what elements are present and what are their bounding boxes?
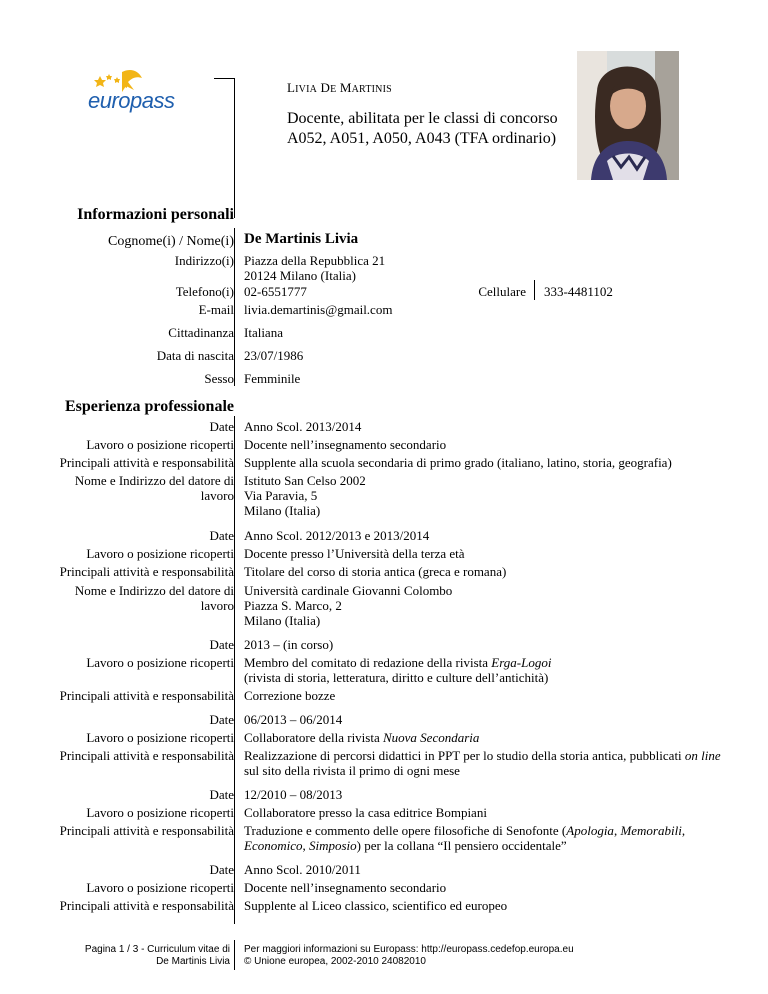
job3-date-label: Date: [209, 637, 234, 652]
job6-date: Anno Scol. 2010/2011: [244, 862, 361, 877]
job5-activities-post: ) per la collana “Il pensiero occidentale”: [356, 838, 567, 853]
job5-work-simposio: Simposio: [308, 838, 357, 853]
job4-activities-label: Principali attività e responsabilità: [59, 748, 234, 763]
job1-activities: Supplente alla scuola secondaria di primo grado (italiano, latino, storia, geografia): [244, 455, 672, 470]
job3-date: 2013 – (in corso): [244, 637, 334, 652]
job5-position-label: Lavoro o posizione ricoperti: [86, 805, 234, 820]
job3-position-line2: (rivista di storia, letteratura, diritto e culture dell’antichità): [244, 670, 549, 685]
job2-employer-line1: Università cardinale Giovanni Colombo: [244, 583, 453, 598]
label-phone: Telefono(i): [175, 284, 234, 299]
job4-date-label: Date: [209, 712, 234, 727]
value-email: livia.demartinis@gmail.com: [244, 302, 393, 317]
mobile-divider: [534, 280, 535, 300]
job2-employer-label-line1: Nome e Indirizzo del datore di: [74, 583, 234, 598]
value-address-line2: 20124 Milano (Italia): [244, 268, 356, 283]
section-title-personal: Informazioni personali: [77, 206, 234, 223]
label-sex: Sesso: [204, 371, 234, 386]
job1-date: Anno Scol. 2013/2014: [244, 419, 362, 434]
label-citizenship: Cittadinanza: [168, 325, 234, 340]
value-mobile: 333-4481102: [544, 284, 613, 299]
label-mobile: Cellulare: [478, 284, 526, 299]
europass-logo-text: europass: [88, 88, 175, 113]
footer-europass-info: [244, 944, 574, 968]
footer-page-info: [85, 944, 230, 968]
job3-position-text: Membro del comitato di redazione della rivista: [244, 655, 492, 670]
job3-activities: Correzione bozze: [244, 688, 336, 703]
job6-activities-label: Principali attività e responsabilità: [59, 898, 234, 913]
footer-page-line2: De Martinis Livia: [156, 956, 230, 967]
job5-activities: [244, 823, 685, 838]
job1-position-label: Lavoro o posizione ricoperti: [86, 437, 234, 452]
job5-activities-label: Principali attività e responsabilità: [59, 823, 234, 838]
job2-activities-label: Principali attività e responsabilità: [59, 564, 234, 579]
job2-employer-line2: Piazza S. Marco, 2: [244, 598, 342, 613]
job4-position: [244, 730, 479, 745]
job1-employer-line2: Via Paravia, 5: [244, 488, 318, 503]
job2-position-label: Lavoro o posizione ricoperti: [86, 546, 234, 561]
footer-info-line1: Per maggiori informazioni su Europass: http://europass.cedefop.europa.eu: [244, 944, 574, 955]
job5-activities-text: Traduzione e commento delle opere filosofiche di Senofonte (: [244, 823, 567, 838]
job3-activities-label: Principali attività e responsabilità: [59, 688, 234, 703]
job1-activities-label: Principali attività e responsabilità: [59, 455, 234, 470]
job4-journal-title: Nuova Secondaria: [382, 730, 480, 745]
job5-date: 12/2010 – 08/2013: [244, 787, 343, 802]
job3-journal-title: Erga-Logoi: [491, 655, 552, 670]
label-address: Indirizzo(i): [174, 253, 234, 268]
value-birth-date: 23/07/1986: [244, 348, 304, 363]
job5-work-economico: Economico: [244, 838, 303, 853]
job1-employer-label-line1: Nome e Indirizzo del datore di: [74, 473, 234, 488]
job4-position-text: Collaboratore della rivista: [244, 730, 383, 745]
job3-position: [244, 655, 551, 670]
profile-photo: [577, 51, 679, 180]
job4-activities: [244, 748, 721, 763]
job1-date-label: Date: [209, 419, 234, 434]
europass-logo: [82, 64, 202, 114]
job1-employer-line3: Milano (Italia): [244, 503, 321, 518]
job4-activities-italic: on line: [684, 748, 721, 763]
job5-activities-line2: [244, 838, 567, 853]
column-divider-personal: [234, 228, 235, 386]
footer-page-line1: Pagina 1 / 3 - Curriculum vitae di: [84, 944, 230, 955]
label-name: Cognome(i) / Nome(i): [108, 234, 234, 249]
section-title-experience: Esperienza professionale: [64, 398, 234, 415]
label-email: E-mail: [198, 302, 234, 317]
job1-employer-label-line2: lavoro: [200, 488, 234, 503]
job1-position: Docente nell’insegnamento secondario: [244, 437, 447, 452]
headline-line1: Docente, abilitata per le classi di concorso: [287, 110, 558, 127]
job5-separator-1: ,: [613, 823, 621, 838]
header-bracket: [214, 78, 234, 79]
job4-position-label: Lavoro o posizione ricoperti: [86, 730, 234, 745]
job5-separator-2: ,: [681, 823, 686, 838]
candidate-name: [287, 80, 392, 96]
value-citizenship: Italiana: [244, 325, 283, 340]
job2-date-label: Date: [209, 528, 234, 543]
job5-work-apologia: Apologia: [566, 823, 614, 838]
footer-info-line2: © Unione europea, 2002-2010 24082010: [244, 956, 426, 967]
job4-activities-line2: sul sito della rivista il primo di ogni mese: [244, 763, 460, 778]
job6-date-label: Date: [209, 862, 234, 877]
job2-employer-label-line2: lavoro: [200, 598, 234, 613]
portrait-image: [577, 51, 679, 180]
job5-work-memorabili: Memorabili: [620, 823, 682, 838]
job5-date-label: Date: [209, 787, 234, 802]
job4-activities-text: Realizzazione di percorsi didattici in PPT per lo studio della storia antica, pubblicati: [244, 748, 685, 763]
column-divider-footer: [234, 940, 235, 970]
job2-date: Anno Scol. 2012/2013 e 2013/2014: [244, 528, 430, 543]
value-name: De Martinis Livia: [244, 231, 359, 247]
job3-position-label: Lavoro o posizione ricoperti: [86, 655, 234, 670]
job2-employer-line3: Milano (Italia): [244, 613, 321, 628]
value-address-line1: Piazza della Repubblica 21: [244, 253, 386, 268]
column-divider-header: [234, 78, 235, 218]
job2-activities: Titolare del corso di storia antica (greca e romana): [244, 564, 507, 579]
job5-separator-3: ,: [302, 838, 309, 853]
job6-activities: Supplente al Liceo classico, scientifico ed europeo: [244, 898, 508, 913]
job6-position-label: Lavoro o posizione ricoperti: [86, 880, 234, 895]
value-sex: Femminile: [244, 371, 301, 386]
column-divider-experience: [234, 416, 235, 924]
job6-position: Docente nell’insegnamento secondario: [244, 880, 447, 895]
label-birth-date: Data di nascita: [156, 348, 234, 363]
candidate-name-text: LIVIA DE MARTINIS: [287, 80, 392, 95]
job4-date: 06/2013 – 06/2014: [244, 712, 343, 727]
headline-line2: A052, A051, A050, A043 (TFA ordinario): [287, 130, 557, 147]
job1-employer-line1: Istituto San Celso 2002: [244, 473, 366, 488]
value-phone: 02-6551777: [244, 284, 307, 299]
job2-position: Docente presso l’Università della terza età: [244, 546, 465, 561]
job5-position: Collaboratore presso la casa editrice Bompiani: [244, 805, 487, 820]
